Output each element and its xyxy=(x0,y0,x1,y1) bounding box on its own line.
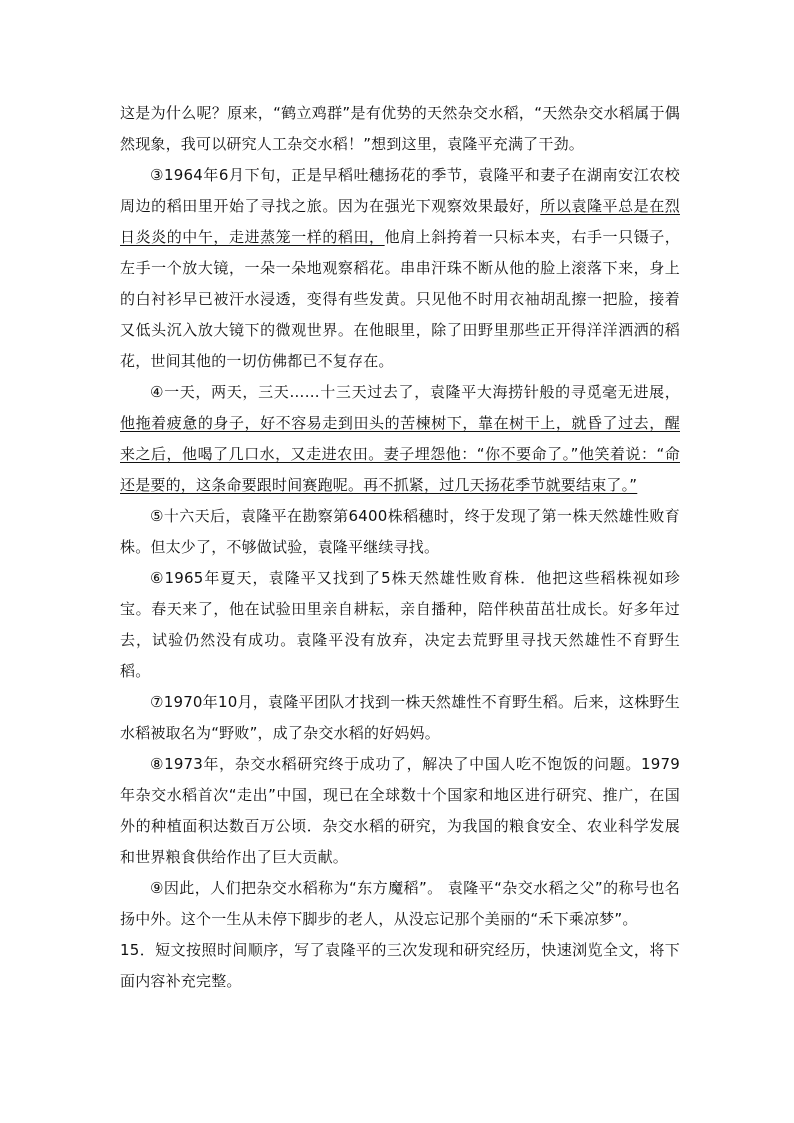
paragraph-9: ⑨因此，人们把杂交水稻称为“东方魔稻”。 袁隆平“杂交水稻之父”的称号也名扬中外。这个一生从未停下脚步的老人，从没忘记那个美丽的“禾下乘凉梦”。 xyxy=(120,879,680,928)
question-15: 15．短文按照时间顺序，写了袁隆平的三次发现和研究经历，快速浏览全文，将下面内容补充完整。 xyxy=(120,941,680,990)
paragraph-8: ⑧1973年，杂交水稻研究终于成功了，解决了中国人吃不饱饭的问题。1979年杂交水稻首次“走出”中国，现已在全球数十个国家和地区进行研究、推广，在国外的种植面积达数百万公顷．杂交水稻的研究，为我国的粮食安全、农业科学发展和世界粮食供给作出了巨大贡献。 xyxy=(120,755,680,866)
paragraph-3-underlined: 所以袁隆平总是在烈日炎炎的中午，走进蒸笼一样的稻田， xyxy=(120,197,680,246)
paragraph-4-text-a: ④一天，两天，三天……十三天过去了，袁隆平大海捞针般的寻觅毫无进展， xyxy=(150,383,680,401)
paragraph-5: ⑤十六天后，袁隆平在勘察第6400株稻穗时，终于发现了第一株天然雄性败育株。但太少了，不够做试验，袁隆平继续寻找。 xyxy=(120,507,680,556)
paragraph-7: ⑦1970年10月，袁隆平团队才找到一株天然雄性不育野生稻。后来，这株野生水稻被取名为“野败”，成了杂交水稻的好妈妈。 xyxy=(120,693,680,742)
paragraph-6: ⑥1965年夏天，袁隆平又找到了5株天然雄性败育株．他把这些稻株视如珍宝。春天来了，他在试验田里亲自耕耘，亲自播种，陪伴秧苗茁壮成长。好多年过去，试验仍然没有成功。袁隆平没有放弃，决定去荒野里寻找天然雄性不育野生稻。 xyxy=(120,569,680,680)
paragraph-4-underlined: 他拖着疲惫的身子，好不容易走到田头的苦楝树下，靠在树干上，就昏了过去，醒来之后，他喝了几口水，又走进农田。妻子埋怨他：“你不要命了。”他笑着说：“命还是要的，这条命要跟时间赛跑呢。再不抓紧，过几天扬花季节就要结束了。” xyxy=(120,414,680,494)
paragraph-3-text-b: 他肩上斜挎着一只标本夹，右手一只镊子，左手一个放大镜，一朵一朵地观察稻花。串串汗珠不断从他的脸上滚落下来，身上的白衬衫早已被汗水浸透，变得有些发黄。只见他不时用衣袖胡乱擦一把脸，接着又低头沉入放大镜下的微观世界。在他眼里，除了田野里那些正开得洋洋洒洒的稻花，世间其他的一切仿佛都已不复存在。 xyxy=(120,228,681,370)
paragraph-4 xyxy=(120,377,680,501)
paragraph-continuation: 这是为什么呢？原来，“鹤立鸡群”是有优势的天然杂交水稻，“天然杂交水稻属于偶然现象，我可以研究人工杂交水稻！”想到这里，袁隆平充满了干劲。 xyxy=(120,104,680,153)
paragraph-3 xyxy=(120,160,680,377)
paragraph-3-text-a: ③1964年6月下旬，正是早稻吐穗扬花的季节，袁隆平和妻子在湖南安江农校周边的稻田里开始了寻找之旅。因为在强光下观察效果最好， xyxy=(120,166,680,215)
